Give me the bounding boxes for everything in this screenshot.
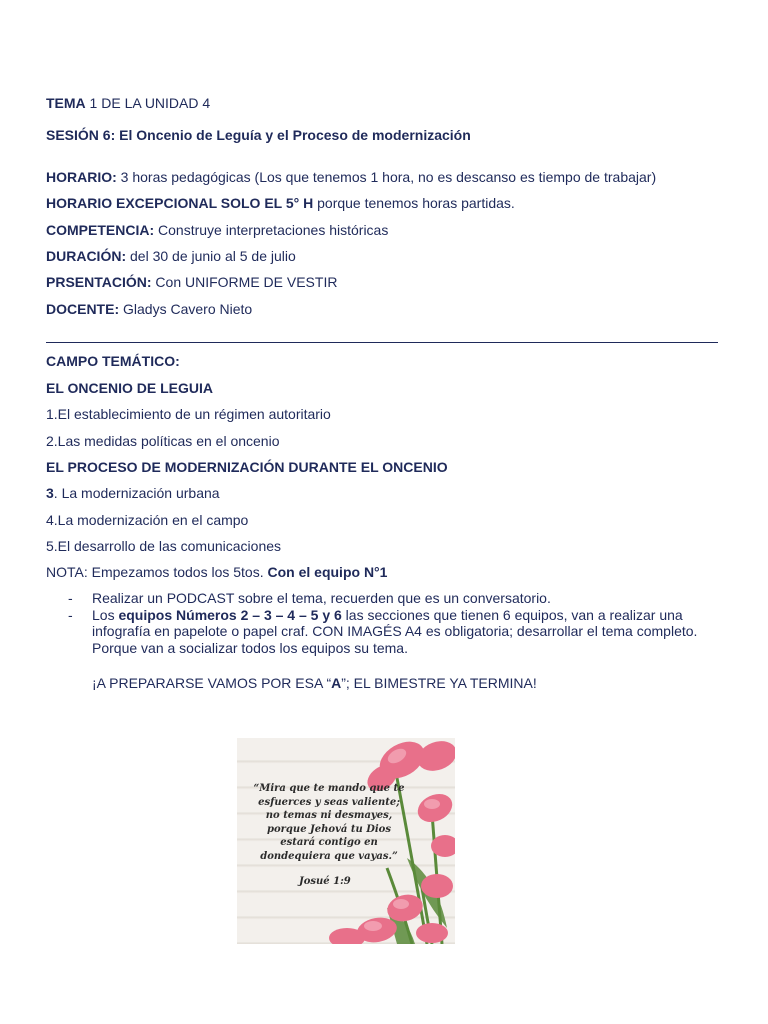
bullet-item-podcast xyxy=(46,590,726,607)
presentacion-label: PRSENTACIÓN: xyxy=(46,274,152,290)
session-title: SESIÓN 6: El Oncenio de Leguía y el Proceso de modernización xyxy=(46,127,471,143)
docente-line xyxy=(46,300,252,318)
bible-verse-image xyxy=(237,738,455,944)
presentacion-value: Con UNIFORME DE VESTIR xyxy=(151,274,338,290)
nota-bold: Con el equipo N°1 xyxy=(267,564,388,580)
duracion-line xyxy=(46,247,296,265)
tema-label: TEMA xyxy=(46,95,86,111)
verse-line-1: “Mira que te mando que te xyxy=(253,783,405,794)
horario-line xyxy=(46,168,656,186)
presentacion-line xyxy=(46,273,337,291)
bullet-2-bold: equipos Números 2 – 3 – 4 – 5 y 6 xyxy=(118,606,342,623)
verse-line-5: estará contigo en xyxy=(280,837,378,848)
nota-line xyxy=(46,563,387,581)
competencia-line xyxy=(46,221,388,239)
bullet-1-text: Realizar un PODCAST sobre el tema, recuerden que es un conversatorio. xyxy=(92,590,551,606)
verse-quote xyxy=(249,782,409,863)
closing-bold: A xyxy=(331,675,342,691)
closing-pre: ¡A PREPARARSE VAMOS POR ESA “ xyxy=(92,675,332,691)
duracion-value: del 30 de junio al 5 de julio xyxy=(126,248,296,264)
bullet-2-pre: Los xyxy=(92,606,119,623)
list-item-3 xyxy=(46,484,220,502)
horario-excepcional-line xyxy=(46,194,515,212)
bullet-dash: - xyxy=(68,606,73,623)
bullet-2-post: las secciones que tienen 6 equipos, van a realizar una infografía en papelote o papel craf. CON IMAGÉS A4 es obligatoria; desarrollar el tema completo. Porque van a socializar todos los equipos su tema. xyxy=(92,606,698,656)
tema-value: 1 DE LA UNIDAD 4 xyxy=(85,95,211,111)
duracion-label: DURACIÓN: xyxy=(46,248,127,264)
item3-text: . La modernización urbana xyxy=(53,485,220,501)
verse-line-6: dondequiera que vayas.” xyxy=(260,850,398,862)
docente-value: Gladys Cavero Nieto xyxy=(119,301,253,317)
docente-label: DOCENTE: xyxy=(46,301,120,317)
competencia-label: COMPETENCIA: xyxy=(46,222,155,238)
excepcional-value: porque tenemos horas partidas. xyxy=(313,195,515,211)
section2-heading: EL PROCESO DE MODERNIZACIÓN DURANTE EL ONCENIO xyxy=(46,459,448,475)
competencia-value: Construye interpretaciones históricas xyxy=(154,222,389,238)
horario-label: HORARIO: xyxy=(46,169,117,185)
tema-line xyxy=(46,94,210,112)
list-item-2: 2.Las medidas políticas en el oncenio xyxy=(46,433,280,449)
verse-reference: Josué 1:9 xyxy=(299,876,351,887)
list-item-5: 5.El desarrollo de las comunicaciones xyxy=(46,538,282,554)
verse-line-2: esfuerces y seas valiente; xyxy=(258,796,400,808)
verse-line-4: porque Jehová tu Dios xyxy=(267,823,391,835)
closing-line xyxy=(92,674,537,692)
separator-rule xyxy=(46,342,718,343)
list-item-4: 4.La modernización en el campo xyxy=(46,512,249,528)
bullet-dash: - xyxy=(68,590,73,606)
list-item-1: 1.El establecimiento de un régimen autoritario xyxy=(46,406,331,422)
item3-number: 3 xyxy=(46,485,54,501)
closing-post: ”; EL BIMESTRE YA TERMINA! xyxy=(341,675,537,691)
section1-heading: EL ONCENIO DE LEGUIA xyxy=(46,380,213,396)
instructions-list xyxy=(46,590,726,656)
nota-text: NOTA: Empezamos todos los 5tos. xyxy=(46,564,268,580)
excepcional-label: HORARIO EXCEPCIONAL SOLO EL 5° H xyxy=(46,195,314,211)
horario-value: 3 horas pedagógicas (Los que tenemos 1 hora, no es descanso es tiempo de trabajar) xyxy=(116,169,657,185)
bullet-item-infografia xyxy=(46,607,726,657)
verse-line-3: no temas ni desmayes, xyxy=(265,810,393,821)
campo-tematico-heading: CAMPO TEMÁTICO: xyxy=(46,353,180,369)
